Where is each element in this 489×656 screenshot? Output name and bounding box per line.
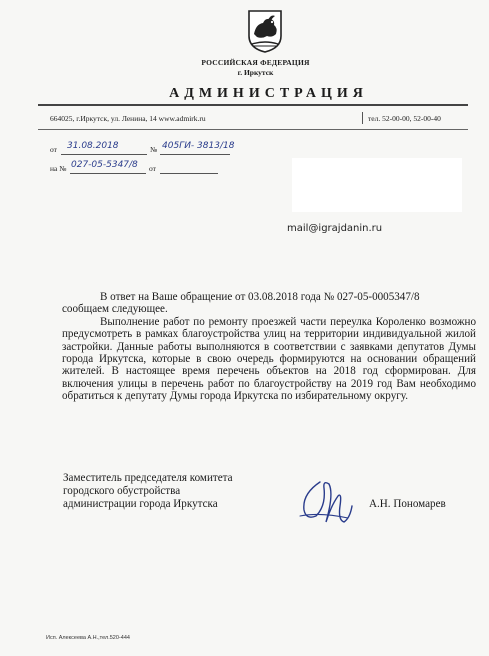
city-name: г. Иркутск: [237, 68, 274, 77]
phone-numbers: тел. 52-00-00, 52-00-40: [368, 114, 441, 123]
from-date-handwritten: 31.08.2018: [67, 141, 119, 151]
signatory-name: А.Н. Пономарев: [369, 498, 446, 510]
number-line: [160, 154, 230, 155]
redacted-recipient-block: [292, 158, 462, 212]
paragraph-2: Выполнение работ по ремонту проезжей части переулка Короленко возможно предусмотреть в рамках благоустройства улиц на территории индивидуальной жилой застройки. Данные работы выполняются в соответствии с заявками депутатов Думы города Иркутска, которые в свою очередь формируются на основании обращений жителей. В настоящее время перечень объектов на 2018 год сформирован. Для включения улицы в перечень работ по благоустройству на 2019 год Вам необходимо обратиться к депутату Думы города Иркутска по избирательному округу.: [62, 315, 476, 403]
city-coat-of-arms-icon: [246, 8, 284, 54]
header-bottom-rule: [38, 129, 468, 130]
postal-address: 664025, г.Иркутск, ул. Ленина, 14 www.admirk.ru: [50, 114, 206, 123]
letter-body: [62, 291, 476, 403]
signatory-position: [63, 472, 233, 511]
organization-title: АДМИНИСТРАЦИЯ: [169, 86, 368, 101]
address-divider: [362, 112, 363, 124]
position-line-2: городского обустройства: [63, 485, 181, 497]
number-handwritten: 405ГИ- 3813/18: [162, 141, 235, 151]
reply-to-handwritten: 027-05-5347/8: [71, 160, 138, 170]
reply-to-label: на №: [50, 164, 67, 173]
reply-date-line: [160, 173, 218, 174]
number-label: №: [150, 145, 158, 154]
reply-to-line: [70, 173, 146, 174]
paragraph-1-end: сообщаем следующее.: [62, 303, 168, 316]
recipient-email: mail@igrajdanin.ru: [287, 223, 383, 234]
header-top-rule: [38, 104, 468, 106]
from-label: от: [50, 145, 57, 154]
position-line-1: Заместитель председателя комитета: [63, 472, 233, 484]
handwritten-signature: [296, 476, 356, 532]
from-date-line: [61, 154, 147, 155]
country-name: РОССИЙСКАЯ ФЕДЕРАЦИЯ: [201, 58, 310, 67]
position-line-3: администрации города Иркутска: [63, 498, 218, 510]
paragraph-1: В ответ на Ваше обращение от 03.08.2018 года № 027-05-0005347/8: [100, 291, 420, 303]
reply-date-label: от: [149, 164, 156, 173]
executor-note: Исп. Алексеева А.Н.,тел.520-444: [46, 635, 130, 641]
